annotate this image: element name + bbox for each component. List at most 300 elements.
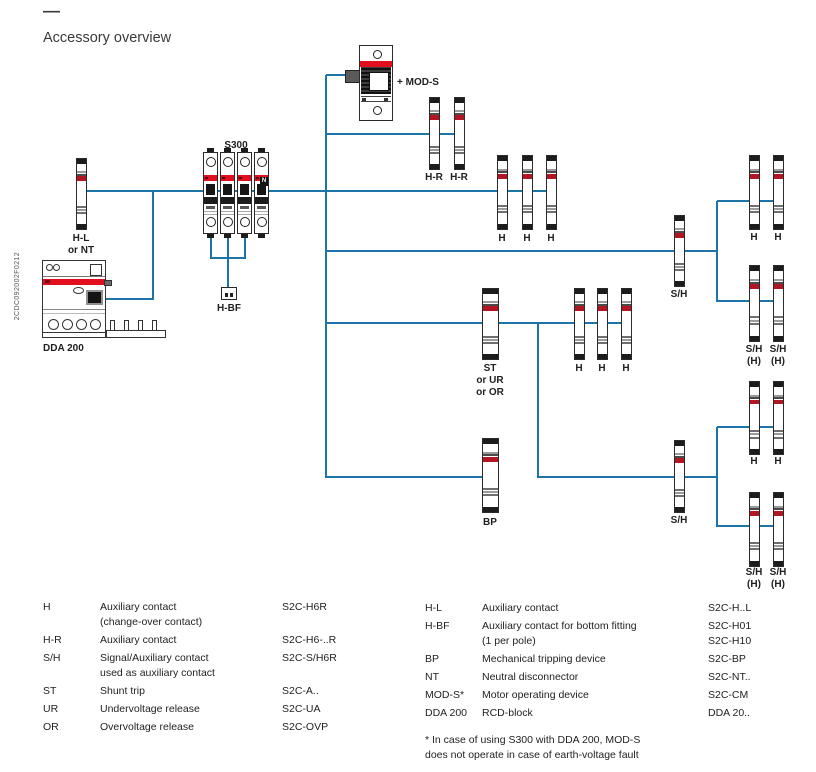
connector-line: [326, 250, 718, 252]
toggle: [86, 290, 103, 305]
legend-row: [425, 601, 751, 616]
connector-line: [211, 257, 245, 259]
red-band: [774, 284, 783, 289]
terminal-cap: [498, 156, 507, 161]
device-label-s-h-right-2b: S/H (H): [769, 567, 787, 590]
contact-dot: [225, 293, 228, 297]
legend-desc: Motor operating device: [482, 689, 589, 701]
busbar-band: [238, 197, 251, 204]
detail-line: [750, 433, 759, 435]
terminal-screw: [90, 319, 101, 330]
detail-line: [498, 205, 507, 207]
red-band: [774, 400, 783, 405]
detail-line: [750, 320, 759, 322]
detail-line: [750, 548, 759, 550]
legend-desc: Undervoltage release: [100, 703, 200, 715]
terminal-cap: [455, 164, 464, 169]
legend-key: H-R: [43, 634, 62, 646]
device-bp: [482, 438, 499, 513]
detail-line: [483, 491, 498, 493]
side-tab: [104, 280, 112, 286]
breaker-pole: [220, 152, 235, 234]
motor-block: [361, 67, 391, 94]
device-s-h-right-1b: [773, 265, 784, 342]
band-mark: [256, 177, 259, 179]
terminal-screw: [257, 157, 267, 167]
breaker-pole: [254, 152, 269, 234]
detail-line: [498, 208, 507, 210]
terminal-cap: [675, 507, 684, 512]
busbar-band: [255, 197, 268, 204]
red-band: [750, 284, 759, 289]
detail-line: [43, 313, 105, 314]
detail-line: [204, 211, 217, 212]
comb-tooth: [138, 320, 143, 331]
detail-line: [523, 211, 532, 213]
legend-desc: Neutral disconnector: [482, 671, 579, 683]
terminal-screw: [240, 157, 250, 167]
detail-line: [483, 494, 498, 496]
terminal-cap: [598, 354, 607, 359]
toggle: [206, 184, 215, 195]
device-h-right-1b: [773, 155, 784, 230]
detail-line: [622, 339, 631, 341]
device-s-h-right-1a: [749, 265, 760, 342]
detail-line: [750, 437, 759, 439]
clamp-mark: [240, 206, 249, 209]
detail-line: [675, 263, 684, 265]
device-h-mid-1: [574, 288, 585, 360]
terminal-cap: [498, 224, 507, 229]
connector-line: [717, 525, 779, 527]
detail-line: [238, 214, 251, 215]
legend-row: [43, 684, 337, 699]
detail-line: [430, 149, 439, 151]
red-band: [523, 174, 532, 179]
toggle: [257, 184, 266, 195]
device-label-h-right-1a: H: [750, 232, 758, 243]
detail-line: [750, 316, 759, 318]
legend-part: S2C-CM: [708, 689, 749, 701]
device-label-h-r-1: H-R: [425, 172, 443, 183]
device-h-mid-3: [621, 288, 632, 360]
page-title: Accessory overview: [43, 30, 172, 46]
window: [369, 72, 389, 91]
terminal-cap: [523, 156, 532, 161]
device-label-s-h-right-1a: S/H (H): [745, 344, 763, 367]
red-band: [598, 306, 607, 311]
terminal-cap: [750, 224, 759, 229]
device-label-dda-200: DDA 200: [43, 343, 84, 354]
terminal-cap: [483, 439, 498, 444]
legend-key: H: [43, 601, 51, 613]
terminal-screw: [206, 217, 216, 227]
legend-part: S2C-BP: [708, 653, 746, 665]
terminal-cap: [575, 354, 584, 359]
legend-key: ST: [43, 685, 57, 697]
legend-part: S2C-H6R: [282, 601, 327, 613]
terminal-cap: [774, 449, 783, 454]
screw-strip: [361, 96, 391, 102]
detail-line: [675, 266, 684, 268]
clamp-mark: [257, 206, 266, 209]
legend-row: [43, 720, 337, 735]
red-band: [77, 176, 86, 181]
legend-row: [43, 651, 337, 681]
terminal-cap: [750, 561, 759, 566]
detail-line: [455, 149, 464, 151]
pole-tab: [224, 234, 231, 238]
detail-line: [547, 208, 556, 210]
detail-line: [750, 542, 759, 544]
legend-part: S2C-S/H6R: [282, 652, 337, 664]
legend-key: H-L: [425, 602, 442, 614]
legend-key: NT: [425, 671, 439, 683]
red-band: [575, 306, 584, 311]
detail-line: [774, 548, 783, 550]
red-band: [750, 400, 759, 405]
detail-line: [774, 542, 783, 544]
screw-slot: [362, 98, 366, 101]
detail-line: [598, 336, 607, 338]
detail-line: [774, 433, 783, 435]
terminal-screw: [206, 157, 216, 167]
contact-dot: [230, 293, 233, 297]
detail-line: [77, 206, 86, 208]
red-band: [774, 511, 783, 516]
device-label-h-mid-3: H: [622, 363, 630, 374]
clamp-mark: [223, 206, 232, 209]
terminal-cap: [774, 224, 783, 229]
legend-part: DDA 20..: [708, 707, 751, 719]
legend-part: S2C-A..: [282, 685, 319, 697]
comb-tooth: [110, 320, 115, 331]
terminal-cap: [483, 354, 498, 359]
terminal-cap: [750, 382, 759, 387]
detail-line: [750, 430, 759, 432]
terminal-cap: [774, 561, 783, 566]
brand-mark: [45, 280, 50, 283]
red-band: [483, 457, 498, 462]
detail-line: [430, 146, 439, 148]
legend-desc: Mechanical tripping device: [482, 653, 606, 665]
legend-desc: Auxiliary contact for bottom fitting (1 per pole): [482, 620, 637, 647]
detail-line: [238, 211, 251, 212]
detail-line: [523, 205, 532, 207]
device-label-h-bf: H-BF: [217, 303, 241, 314]
band-mark: [239, 177, 242, 179]
band-mark: [222, 177, 225, 179]
device-h-top-1: [497, 155, 508, 230]
detail-line: [455, 146, 464, 148]
connector-line: [717, 300, 779, 302]
document-code: 2CDC092002F0212: [14, 252, 21, 321]
terminal-cap: [483, 289, 498, 294]
terminal-cap: [547, 156, 556, 161]
device-label-h-l: H-L or NT: [67, 233, 95, 256]
terminal-cap: [622, 289, 631, 294]
device-h-l: [76, 158, 87, 230]
busbar-band: [221, 197, 234, 204]
title-dash: —: [43, 1, 60, 20]
detail-line: [43, 332, 105, 333]
red-band: [774, 174, 783, 179]
device-h-right-2a: [749, 381, 760, 455]
red-band: [622, 306, 631, 311]
detail-line: [774, 430, 783, 432]
detail-line: [43, 276, 105, 277]
legend-key: UR: [43, 703, 59, 715]
terminal-cap: [750, 156, 759, 161]
device-label-s300: S300: [224, 140, 248, 151]
detail-line: [255, 214, 268, 215]
busbar-band: [204, 197, 217, 204]
terminal-screw: [240, 217, 250, 227]
device-label-bp: BP: [483, 517, 497, 528]
device-s-h-right-2b: [773, 492, 784, 567]
legend-key: OR: [43, 721, 59, 733]
device-label-h-mid-2: H: [598, 363, 606, 374]
detail-line: [750, 208, 759, 210]
detail-line: [221, 211, 234, 212]
detail-line: [483, 339, 498, 341]
pole-tab: [241, 234, 248, 238]
legend-row: [425, 619, 751, 649]
detail-line: [547, 211, 556, 213]
legend-key: S/H: [43, 652, 61, 664]
toggle: [240, 184, 249, 195]
device-label-s-h-right-2a: S/H (H): [745, 567, 763, 590]
legend-part: S2C-UA: [282, 703, 321, 715]
device-label-h-right-2b: H: [774, 456, 782, 467]
connector-line: [717, 426, 779, 428]
detail-line: [523, 208, 532, 210]
connector-line: [716, 201, 718, 302]
detail-line: [774, 320, 783, 322]
detail-line: [675, 495, 684, 497]
device-label-h-right-2a: H: [750, 456, 758, 467]
terminal-cap: [675, 281, 684, 286]
detail-line: [77, 212, 86, 214]
device-s-h-upper: [674, 215, 685, 287]
comb-tooth: [152, 320, 157, 331]
connector-line: [716, 427, 718, 527]
connector-line: [538, 476, 718, 478]
pole-tab: [258, 234, 265, 238]
comb-tooth: [124, 320, 129, 331]
detail-line: [598, 342, 607, 344]
detail-line: [774, 545, 783, 547]
detail-line: [622, 342, 631, 344]
device-h-top-3: [546, 155, 557, 230]
device-label-s-h-upper: S/H: [670, 289, 688, 300]
detail-line: [774, 316, 783, 318]
legend-footnote: * In case of using S300 with DDA 200, MOD-S does not operate in case of earth-voltage fault: [425, 734, 641, 761]
legend-row: [425, 688, 751, 703]
legend-desc: Auxiliary contact: [482, 602, 559, 614]
terminal-cap: [622, 354, 631, 359]
terminal-screw: [62, 319, 73, 330]
terminal-cap: [750, 336, 759, 341]
terminal-cap: [77, 224, 86, 229]
window: [90, 264, 102, 276]
device-s-h-lower: [674, 440, 685, 513]
terminal-screw: [76, 319, 87, 330]
legend-row: [425, 706, 751, 721]
device-label-h-top-3: H: [547, 233, 555, 244]
legend-key: BP: [425, 653, 440, 665]
red-band: [43, 279, 105, 285]
detail-line: [750, 205, 759, 207]
connector-line: [537, 323, 539, 478]
terminal-cap: [774, 336, 783, 341]
toggle: [223, 184, 232, 195]
device-label-h-right-1b: H: [774, 232, 782, 243]
device-st: [482, 288, 499, 360]
red-band: [430, 115, 439, 120]
connector-line: [326, 74, 347, 76]
terminal-cap: [598, 289, 607, 294]
red-band: [498, 174, 507, 179]
detail-line: [547, 205, 556, 207]
screw-hole: [373, 106, 382, 115]
legend-key: MOD-S*: [425, 689, 465, 701]
device-label-h-top-2: H: [523, 233, 531, 244]
legend-row: [43, 702, 337, 717]
detail-line: [622, 336, 631, 338]
detail-line: [455, 152, 464, 154]
connector-line: [717, 200, 779, 202]
device-label-h-top-1: H: [498, 233, 506, 244]
terminal-cap: [774, 382, 783, 387]
connector-line: [227, 234, 229, 288]
detail-line: [774, 323, 783, 325]
detail-line: [255, 211, 268, 212]
detail-line: [598, 339, 607, 341]
device-label-h-mid-1: H: [575, 363, 583, 374]
terminal-cap: [750, 266, 759, 271]
detail-line: [750, 545, 759, 547]
device-s300: [203, 148, 270, 238]
connector-line: [325, 75, 327, 478]
terminal-hole: [53, 264, 60, 271]
terminal-cap: [523, 224, 532, 229]
terminal-cap: [547, 224, 556, 229]
device-label-s-h-right-1b: S/H (H): [769, 344, 787, 367]
busbar-comb: [106, 330, 166, 338]
device-label-s-h-lower: S/H: [670, 515, 688, 526]
legend-part: S2C-H..L: [708, 602, 752, 614]
detail-line: [430, 152, 439, 154]
terminal-cap: [750, 493, 759, 498]
legend-part: S2C-NT..: [708, 671, 751, 683]
detail-line: [774, 205, 783, 207]
legend-row: [425, 652, 751, 667]
detail-line: [750, 211, 759, 213]
terminal-cap: [430, 98, 439, 103]
terminal-cap: [575, 289, 584, 294]
terminal-cap: [675, 441, 684, 446]
legend-desc: RCD-block: [482, 707, 533, 719]
neutral-mark: N: [261, 178, 267, 184]
device-h-mid-2: [597, 288, 608, 360]
legend-key: DDA 200: [425, 707, 468, 719]
device-h-right-2b: [773, 381, 784, 455]
legend-part: S2C-H01 S2C-H10: [708, 620, 752, 647]
terminal-screw: [223, 217, 233, 227]
detail-line: [483, 342, 498, 344]
detail-line: [43, 309, 105, 310]
terminal-cap: [483, 507, 498, 512]
connector-line: [326, 476, 491, 478]
legend-desc: Overvoltage release: [100, 721, 194, 733]
device-dda-200: [42, 258, 167, 340]
red-band: [547, 174, 556, 179]
detail-line: [774, 208, 783, 210]
legend-desc: Signal/Auxiliary contact used as auxiliary contact: [100, 652, 215, 679]
terminal-cap: [774, 493, 783, 498]
breaker-pole: [237, 152, 252, 234]
band-mark: [205, 177, 208, 179]
detail-line: [675, 269, 684, 271]
legend-desc: Auxiliary contact (change-over contact): [100, 601, 203, 628]
red-band: [483, 306, 498, 311]
screw-slot: [384, 98, 388, 101]
detail-line: [774, 437, 783, 439]
legend-row: [425, 670, 751, 685]
detail-line: [483, 336, 498, 338]
detail-line: [483, 488, 498, 490]
clamp-mark: [206, 206, 215, 209]
terminal-cap: [430, 164, 439, 169]
device-mod-s: [345, 45, 393, 121]
terminal-cap: [77, 159, 86, 164]
detail-line: [575, 336, 584, 338]
legend-left-column: [43, 600, 337, 738]
device-label-h-r-2: H-R: [450, 172, 468, 183]
legend-part: S2C-H6-..R: [282, 634, 337, 646]
legend-desc: Auxiliary contact: [100, 634, 177, 646]
terminal-screw: [223, 157, 233, 167]
detail-line: [675, 492, 684, 494]
red-band: [750, 511, 759, 516]
device-label-mod-s: + MOD-S: [397, 77, 439, 88]
detail-line: [750, 323, 759, 325]
device-body: [42, 260, 106, 338]
breaker-pole: [203, 152, 218, 234]
terminal-cap: [455, 98, 464, 103]
red-band: [675, 458, 684, 463]
terminal-cap: [774, 156, 783, 161]
device-h-r-1: [429, 97, 440, 170]
device-label-st: ST or UR or OR: [476, 363, 504, 398]
device-body: [359, 45, 393, 121]
legend-key: H-BF: [425, 620, 450, 632]
detail-line: [774, 211, 783, 213]
test-button: [73, 287, 84, 294]
terminal-cap: [675, 216, 684, 221]
legend-row: [43, 600, 337, 630]
screw-hole: [373, 50, 382, 59]
terminal-hole: [46, 264, 53, 271]
detail-line: [221, 214, 234, 215]
red-band: [750, 174, 759, 179]
red-band: [455, 115, 464, 120]
detail-line: [575, 342, 584, 344]
legend-right-column: [425, 601, 751, 763]
device-s-h-right-2a: [749, 492, 760, 567]
legend-row: [43, 633, 337, 648]
